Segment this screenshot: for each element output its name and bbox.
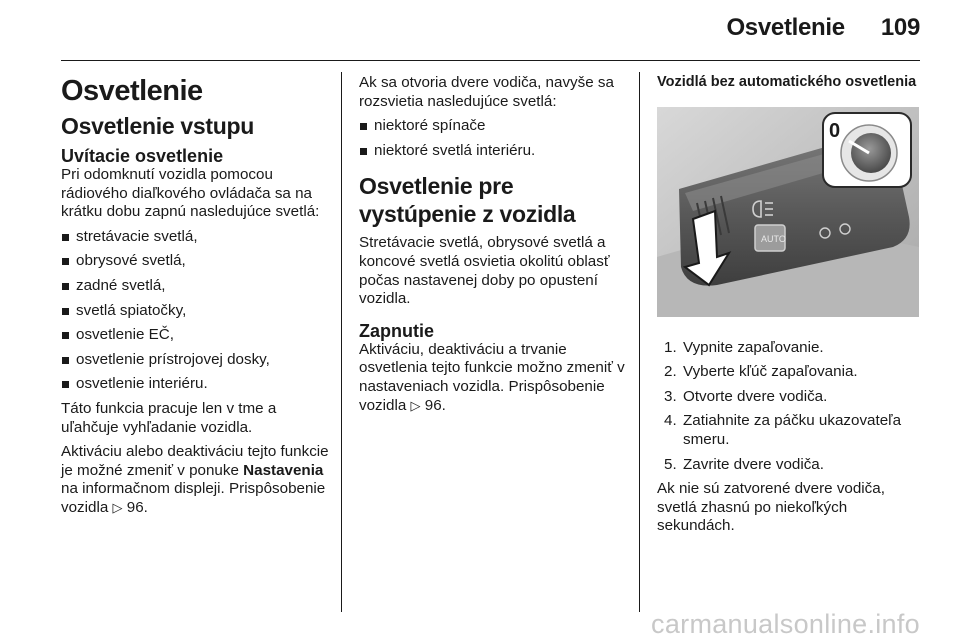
list-item: svetlá spiatočky,: [61, 302, 329, 321]
settings-menu-term: Nastavenia: [243, 461, 324, 479]
column-divider-2: [639, 72, 640, 612]
right-triangle-icon: ▷: [112, 499, 123, 515]
list-item: osvetlenie prístrojovej dosky,: [61, 351, 329, 370]
activation-paragraph: Aktiváciu, deaktiváciu a trvanie osvetlenia tejto funkcie možno zmeniť v nastaveniach vozidla. Prispôsobenie vozidla ▷ 96.: [359, 340, 625, 414]
light-switch-knob: [851, 133, 891, 173]
auto-label: AUTO: [761, 234, 786, 244]
header-rule: [61, 60, 920, 61]
door-lights-list: [359, 117, 627, 160]
list-item: 4. Zatiahnite za páčku ukazovateľa smeru.: [664, 412, 902, 448]
column-1: [61, 74, 329, 524]
header-section-title: Osvetlenie: [726, 14, 845, 41]
page-reference: 96.: [126, 498, 148, 516]
intro-paragraph: Pri odomknutí vozidla pomocou rádiového diaľkového ovládača sa na krátku dobu zapnú nasledujúce svetlá:: [61, 166, 320, 221]
list-item: niektoré spínače: [359, 117, 627, 136]
column-2: [359, 74, 627, 421]
list-item: obrysové svetlá,: [61, 252, 329, 271]
right-triangle-icon: ▷: [410, 397, 421, 413]
exit-description: Stretávacie svetlá, obrysové svetlá a koncové svetlá osvietia okolitú oblasť počas nastavenej doby po opustení vozidla.: [359, 234, 610, 308]
settings-paragraph: Aktiváciu alebo deaktiváciu tejto funkcie je možné zmeniť v ponuke Nastavenia na informačnom displeji. Prispôsobenie vozidla ▷ 96.: [61, 443, 329, 516]
list-item: 2. Vyberte kľúč zapaľovania.: [664, 363, 858, 381]
list-item: stretávacie svetlá,: [61, 228, 329, 247]
running-header: [726, 14, 920, 50]
activation-heading: Zapnutie: [359, 320, 434, 341]
chapter-title: Osvetlenie: [61, 75, 203, 107]
steps-list: [657, 339, 925, 475]
subsection-title-manual: Vozidlá bez automatického osvetlenia: [657, 74, 917, 90]
watermark: carmanualsonline.info: [651, 609, 920, 639]
section-title-exit: Osvetlenie pre vystúpenie z vozidla: [359, 173, 576, 228]
outro-paragraph: Ak nie sú zatvorené dvere vodiča, svetlá zhasnú po niekoľkých sekundách.: [657, 480, 885, 535]
list-item: niektoré svetlá interiéru.: [359, 142, 627, 161]
column-3: [657, 74, 925, 542]
section-title: Osvetlenie vstupu: [61, 113, 255, 139]
page-number: 109: [880, 14, 920, 41]
list-item: osvetlenie interiéru.: [61, 375, 329, 394]
column-divider-1: [341, 72, 342, 612]
list-item: 3. Otvorte dvere vodiča.: [664, 387, 828, 405]
page-reference: 96.: [424, 396, 446, 414]
list-item: osvetlenie EČ,: [61, 326, 329, 345]
door-intro-paragraph: Ak sa otvoria dvere vodiča, navyše sa rozsvietia nasledujúce svetlá:: [359, 74, 614, 110]
turn-signal-lever-illustration: [657, 107, 919, 317]
inset-position-label: 0: [829, 120, 841, 142]
note-paragraph: Táto funkcia pracuje len v tme a uľahčuje vyhľadanie vozidla.: [61, 399, 277, 436]
lights-list: [61, 228, 329, 394]
list-item: zadné svetlá,: [61, 277, 329, 296]
list-item: 5. Zavrite dvere vodiča.: [664, 455, 824, 473]
list-item: 1. Vypnite zapaľovanie.: [664, 338, 824, 356]
subsection-title: Uvítacie osvetlenie: [61, 146, 224, 166]
